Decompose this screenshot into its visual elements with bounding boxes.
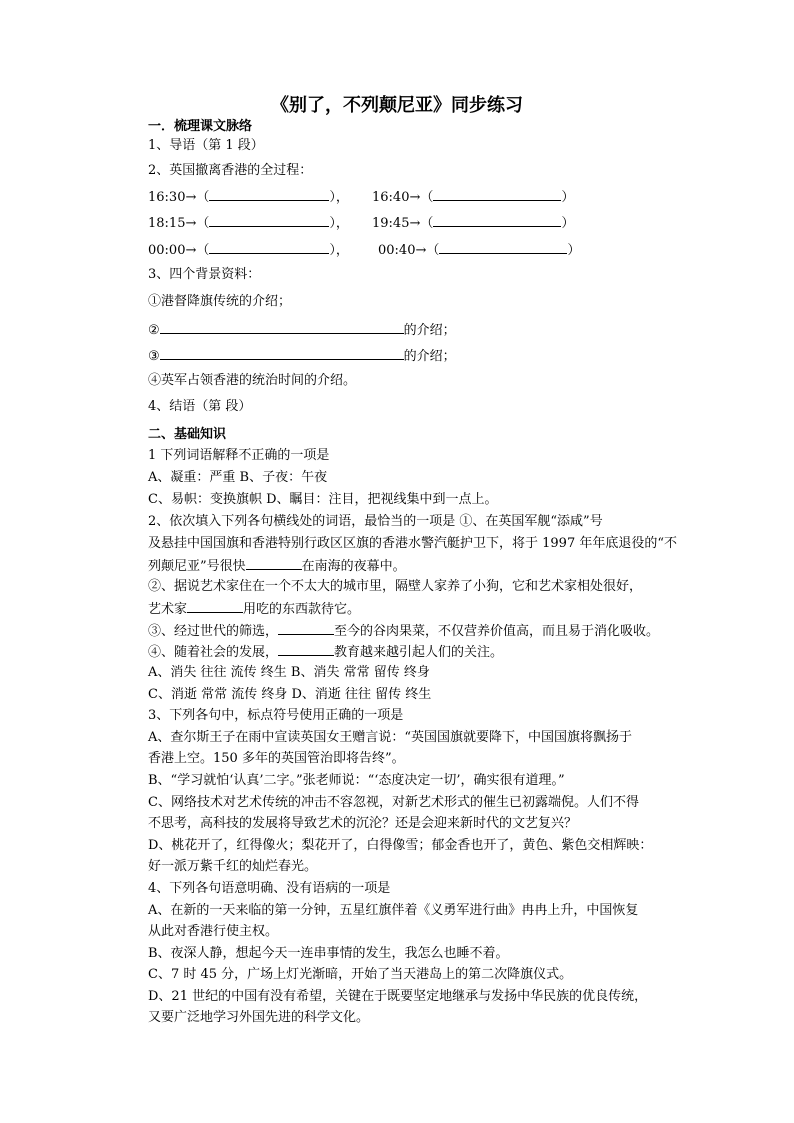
text-line: 从此对香港行使主权。 (148, 924, 279, 939)
text-line (148, 556, 406, 576)
text-line: D、桃花开了，红得像火；梨花开了，白得像雪；郁金香也开了，黄色、紫色交相辉映： (148, 838, 653, 853)
answer-blank[interactable] (209, 240, 329, 254)
section-heading-2: 二、基础知识 (148, 427, 227, 442)
text-line: 及悬挂中国国旗和香港特别行政区区旗的香港水警汽艇护卫下，将于 1997 年年底退役的“不 (148, 536, 677, 551)
text-segment: ④、随着社会的发展， (148, 645, 279, 660)
answer-blank[interactable] (187, 599, 243, 613)
background-item-1: ①港督降旗传统的介绍； (148, 294, 292, 309)
timeline-row (372, 213, 574, 233)
text-line: A、查尔斯王子在雨中宣读英国女王赠言说：“英国国旗就要降下，中国国旗将飘扬于 (148, 730, 633, 745)
timeline-row (148, 240, 349, 260)
item-suffix: 的介绍； (403, 349, 456, 364)
item-marker: ③ (148, 349, 160, 364)
text-line: ②、据说艺术家住在一个不太大的城市里，隔壁人家养了小狗，它和艺术家相处很好， (148, 579, 643, 594)
time-close: ）， (329, 190, 349, 205)
option-line: A、凝重：严重 B、子夜：午夜 (148, 470, 328, 485)
text-line: 2、依次填入下列各句横线处的词语，最恰当的一项是 ①、在英国军舰“添咸”号 (148, 514, 603, 529)
text-line: C、网络技术对艺术传统的冲击不容忽视，对新艺术形式的催生已初露端倪。人们不得 (148, 795, 639, 810)
option-line: A、消失 往往 流传 终生 B、消失 常常 留传 终身 (148, 665, 430, 680)
option-line: C、消逝 常常 流传 终身 D、消逝 往往 留传 终生 (148, 687, 432, 702)
text-segment: 在南海的夜幕中。 (301, 559, 406, 574)
text-line: 香港上空。150 多年的英国管治即将告终”。 (148, 751, 405, 766)
section-heading-1: 一．梳理课文脉络 (148, 119, 253, 134)
text-line: D、21 世纪的中国有没有希望，关键在于既要坚定地继承与发扬中华民族的优良传统， (148, 989, 648, 1004)
text-line: 4、下列各句语意明确、没有语病的一项是 (148, 881, 391, 896)
text-line: C、7 时 45 分，广场上灯光渐暗，开始了当天港岛上的第二次降旗仪式。 (148, 967, 573, 982)
answer-blank[interactable] (209, 187, 329, 201)
text-segment: 用吃的东西款待它。 (243, 602, 361, 617)
timeline-row (148, 213, 349, 233)
question-2: 2、英国撤离香港的全过程： (148, 163, 313, 178)
text-line: 好一派万紫千红的灿烂春光。 (148, 859, 318, 874)
text-line: 1 下列词语解释不正确的一项是 (148, 448, 330, 463)
text-line: 又要广泛地学习外国先进的科学文化。 (148, 1010, 370, 1025)
text-line: B、“学习就怕‘认真’二字。”张老师说：“‘态度决定一切’，确实很有道理。” (148, 773, 565, 788)
text-line: B、夜深人静，想起今天一连串事情的发生，我怎么也睡不着。 (148, 946, 509, 961)
text-segment: 教育越来越引起人们的关注。 (334, 645, 504, 660)
answer-blank[interactable] (160, 320, 404, 334)
text-line: 不思考，高科技的发展将导致艺术的沉沦？还是会迎来新时代的文艺复兴？ (148, 816, 578, 831)
text-segment: 艺术家 (148, 602, 188, 617)
background-item-3 (148, 346, 456, 366)
answer-blank[interactable] (246, 556, 302, 570)
option-line: C、易帜：变换旗帜 D、瞩目：注目，把视线集中到一点上。 (148, 492, 498, 507)
text-line (148, 642, 503, 662)
text-segment: ③、经过世代的筛选， (148, 624, 279, 639)
answer-blank[interactable] (278, 621, 334, 635)
timeline-row (378, 240, 580, 260)
background-item-4: ④英军占领香港的统治时间的介绍。 (148, 373, 357, 388)
time-label: 16:30→（ (148, 190, 210, 205)
time-label: 00:40→（ (378, 243, 440, 258)
background-item-2 (148, 320, 456, 340)
timeline-row (148, 187, 349, 207)
question-4: 4、结语（第 段） (148, 399, 252, 414)
time-label: 16:40→（ (372, 190, 434, 205)
time-label: 00:00→（ (148, 243, 210, 258)
answer-blank[interactable] (433, 187, 561, 201)
timeline-row (372, 187, 574, 207)
page-title: 《别了，不列颠尼亚》同步练习 (271, 95, 523, 116)
answer-blank[interactable] (160, 346, 404, 360)
time-close: ）， (329, 243, 349, 258)
text-line (148, 599, 360, 619)
text-segment: 列颠尼亚”号很快 (148, 559, 246, 574)
time-close: ） (561, 190, 575, 205)
text-line: 3、下列各句中，标点符号使用正确的一项是 (148, 708, 404, 723)
question-1: 1、导语（第 1 段） (148, 138, 264, 153)
time-label: 19:45→（ (372, 216, 434, 231)
answer-blank[interactable] (433, 213, 561, 227)
text-line (148, 621, 659, 641)
time-close: ）， (329, 216, 349, 231)
question-3: 3、四个背景资料： (148, 267, 261, 282)
time-label: 18:15→（ (148, 216, 210, 231)
time-close: ） (567, 243, 581, 258)
answer-blank[interactable] (209, 213, 329, 227)
answer-blank[interactable] (278, 642, 334, 656)
item-marker: ② (148, 323, 160, 338)
time-close: ） (561, 216, 575, 231)
item-suffix: 的介绍； (403, 323, 456, 338)
text-line: A、在新的一天来临的第一分钟，五星红旗伴着《义勇军进行曲》冉冉上升，中国恢复 (148, 903, 639, 918)
text-segment: 至今的谷肉果菜，不仅营养价值高，而且易于消化吸收。 (334, 624, 660, 639)
answer-blank[interactable] (439, 240, 567, 254)
